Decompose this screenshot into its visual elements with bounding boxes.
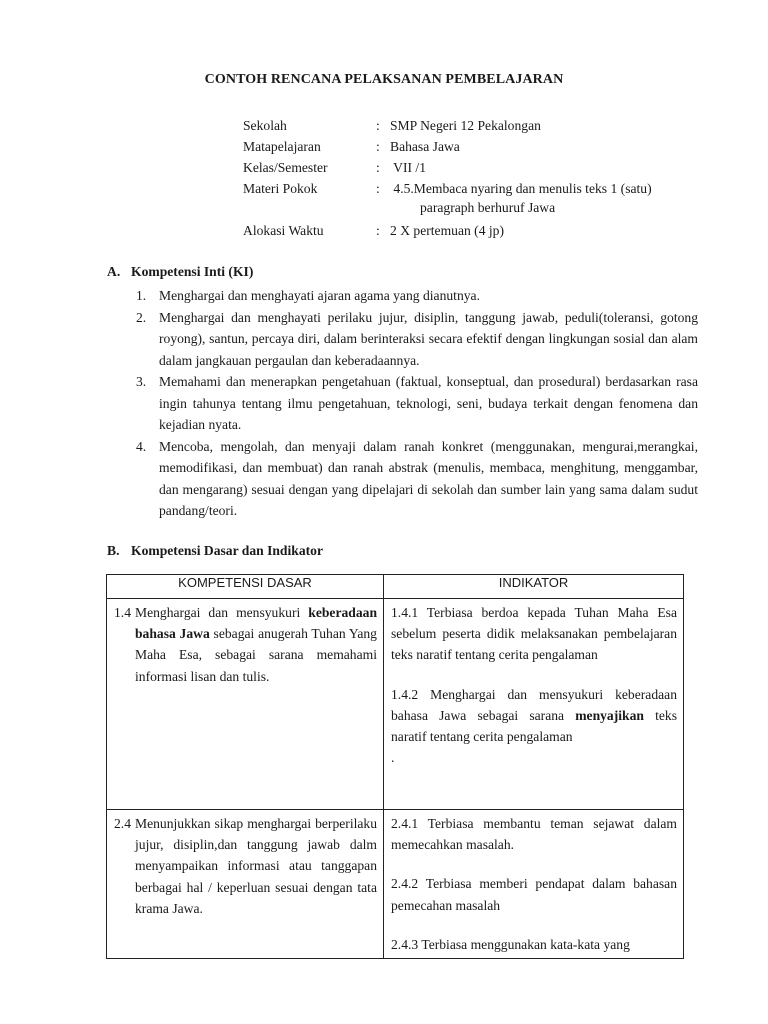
indikator-item [391,747,677,768]
indikator-text: 1.4.1 Terbiasa berdoa kepada Tuhan Maha Esa sebelum peserta didik melaksanakan pembelajaran teks naratif tentang cerita pengalaman [391,605,677,663]
info-label: Materi Pokok [243,181,318,196]
kd-indikator-table [106,574,684,959]
kd-number: 2.4 [114,816,131,831]
section-letter: A. [107,264,121,279]
table-row [107,599,684,810]
ki-text: Mencoba, mengolah, dan menyaji dalam ranah konkret (menggunakan, mengurai,merangkai, memodifikasi, dan membuat) dan ranah abstrak (menulis, membaca, menghitung, menggambar, dan mengarang) sesuai dengan yang dipelajari di sekolah dan sumber lain yang sama dalam sudut pandang/teori. [159,438,698,518]
identity-block [243,116,713,242]
info-label: Kelas/Semester [243,160,328,175]
section-title: Kompetensi Dasar dan Indikator [131,543,323,558]
indikator-text: 1.4.2 Menghargai dan mensyukuri keberadaan bahasa Jawa sebagai sarana [391,686,677,723]
ki-number: 4. [136,438,147,454]
ki-item [136,371,698,436]
section-heading-kd [107,543,323,559]
section-letter: B. [107,543,120,558]
table-header-row [107,575,684,599]
kd-number: 1.4 [114,605,131,620]
kd-text-part: sebagai anugerah Tuhan Yang Maha Esa, sebagai sarana memahami informasi lisan dan tulis. [135,626,377,684]
indikator-text: 2.4.1 Terbiasa membantu teman sejawat dalam memecahkan masalah. [391,816,677,853]
indikator-item [391,934,677,955]
info-value: VII /1 [390,160,426,175]
info-value [390,179,710,217]
column-header-kompetensi: KOMPETENSI DASAR [107,575,384,599]
section-heading-ki [107,264,253,280]
indikator-text: . [391,750,395,766]
info-label: Matapelajaran [243,139,321,154]
ki-item [136,436,698,522]
info-value: SMP Negeri 12 Pekalongan [390,118,541,133]
indikator-item [391,813,677,855]
ki-number: 2. [136,309,147,325]
ki-list [136,285,698,522]
kd-text [114,602,377,687]
ki-number: 3. [136,374,147,389]
info-value: Bahasa Jawa [390,139,460,154]
ki-text: Menghargai dan menghayati perilaku jujur, disiplin, tanggung jawab, peduli(toleransi, gotong royong), santun, percaya diri, dalam berinteraksi secara efektif dengan lingkungan sosial dan alam dalam jangkauan pergaulan dan keberadaannya. [159,309,698,368]
kd-cell [107,810,384,959]
info-colon: : [376,118,380,133]
kd-cell [107,599,384,810]
info-row-matapelajaran [243,137,713,158]
info-colon: : [376,181,380,196]
indikator-cell [384,599,684,810]
indikator-text-bold: menyajikan [575,707,644,723]
indikator-cell [384,810,684,959]
indikator-text: teks naratif tentang cerita pengalaman [391,707,677,745]
info-row-kelas [243,158,713,179]
info-row-sekolah [243,116,713,137]
ki-text: Memahami dan menerapkan pengetahuan (faktual, konseptual, dan prosedural) berdasarkan rasa ingin tahunya tentang ilmu pengetahuan, teknologi, seni, budaya terkait dengan fenomena dan kejadian nyata. [159,374,698,432]
info-colon: : [376,223,380,238]
info-label: Sekolah [243,118,287,133]
info-value-line: 4.5.Membaca nyaring dan menulis teks 1 (satu) [390,181,652,196]
indikator-item [391,602,677,666]
indikator-text: 2.4.3 Terbiasa menggunakan kata-kata yang [391,936,630,952]
ki-number: 1. [136,288,147,303]
ki-item [136,285,698,307]
info-row-alokasi [243,221,713,242]
info-colon: : [376,139,380,154]
indikator-text: 2.4.2 Terbiasa memberi pendapat dalam bahasan pemecahan masalah [391,876,677,913]
info-row-materi [243,179,713,221]
kd-text-part: Menunjukkan sikap menghargai berperilaku jujur, disiplin,dan tanggung jawab dalm menyampaikan informasi atau tanggapan berbagai hal / keperluan sesuai dengan tata krama Jawa. [135,816,377,916]
ki-item [136,307,698,372]
section-title: Kompetensi Inti (KI) [131,264,254,279]
column-header-indikator: INDIKATOR [384,575,684,599]
table-row [107,810,684,959]
indikator-item [391,873,677,915]
info-colon: : [376,160,380,175]
kd-text-bold: keberadaan bahasa Jawa [135,605,377,642]
ki-text: Menghargai dan menghayati ajaran agama yang dianutnya. [159,288,480,303]
info-value-continuation: paragraph berhuruf Jawa [420,200,556,215]
document-title: CONTOH RENCANA PELAKSANAN PEMBELAJARAN [204,72,564,87]
indikator-item [391,684,677,748]
kd-text [114,813,377,919]
info-label: Alokasi Waktu [243,223,324,238]
info-value: 2 X pertemuan (4 jp) [390,223,505,238]
kd-text-part: Menghargai dan mensyukuri [135,605,309,620]
